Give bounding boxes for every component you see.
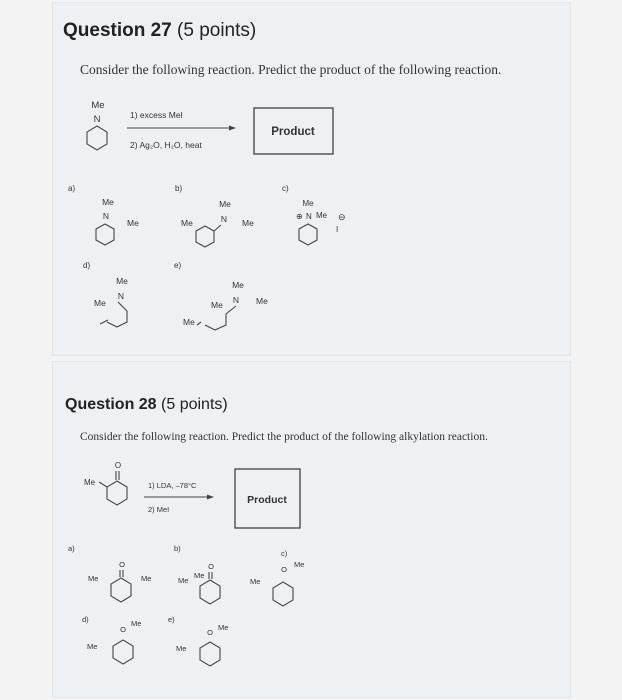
- svg-text:Me: Me: [302, 199, 314, 208]
- q28-option-a-structure: [88, 560, 151, 602]
- svg-text:Me: Me: [127, 218, 139, 228]
- q27-reaction-arrow: [127, 110, 236, 150]
- svg-text:O: O: [281, 565, 287, 574]
- svg-text:Me: Me: [211, 300, 223, 310]
- svg-text:Me: Me: [194, 571, 205, 580]
- q28-option-d-structure: [87, 619, 141, 664]
- q28-product-box: [235, 469, 300, 528]
- q27-product-label: Product: [271, 126, 315, 138]
- q27-option-b-structure: [181, 199, 254, 247]
- svg-text:Me: Me: [316, 211, 328, 220]
- svg-text:O: O: [114, 461, 122, 470]
- svg-text:Me: Me: [102, 197, 114, 207]
- svg-text:Me: Me: [88, 574, 99, 583]
- svg-text:N: N: [306, 212, 312, 221]
- svg-text:Me: Me: [294, 560, 305, 569]
- svg-text:O: O: [208, 562, 214, 571]
- svg-text:Me: Me: [183, 317, 195, 327]
- question-27-prompt: Consider the following reaction. Predict the product of the following reaction.: [80, 62, 502, 77]
- q28-reaction-arrow: [144, 481, 214, 514]
- question-27-number: Question 27: [63, 20, 172, 41]
- q27-option-c-letter: c): [282, 184, 289, 193]
- q28-option-b-structure: [178, 562, 220, 604]
- svg-text:Me: Me: [116, 276, 128, 286]
- svg-text:⊕: ⊕: [296, 212, 303, 221]
- label-n: N: [93, 114, 101, 125]
- q28-option-e-structure: [176, 623, 228, 666]
- svg-text:Me: Me: [232, 280, 244, 290]
- svg-text:Me: Me: [178, 576, 189, 585]
- question-28-number: Question 28: [65, 396, 157, 413]
- q28-reagent-2: 2) MeI: [148, 505, 170, 514]
- question-27-points: (5 points): [171, 20, 257, 41]
- svg-text:Me: Me: [131, 619, 142, 628]
- q27-option-e-letter: e): [174, 261, 182, 270]
- svg-text:⊖: ⊖: [338, 212, 346, 222]
- q28-product-label: Product: [247, 494, 287, 506]
- svg-text:N: N: [117, 291, 125, 301]
- q27-option-a-letter: a): [68, 184, 76, 193]
- svg-text:Me: Me: [181, 218, 193, 228]
- piperidine-ring: [87, 126, 107, 150]
- q27-option-c-structure: [296, 199, 346, 245]
- q28-option-b-letter: b): [174, 544, 181, 553]
- q27-starting-material: [87, 100, 107, 150]
- svg-text:I: I: [336, 225, 339, 234]
- svg-text:Me: Me: [141, 574, 152, 583]
- q27-option-a-structure: [96, 197, 139, 245]
- svg-text:O: O: [120, 625, 126, 634]
- q28-option-c-letter: c): [281, 549, 288, 558]
- svg-text:N: N: [102, 211, 110, 221]
- q28-option-a-letter: a): [68, 544, 75, 553]
- q27-option-d-structure: [94, 276, 128, 327]
- q27-reagent-1: 1) excess MeI: [130, 110, 183, 120]
- q27-product-box: [254, 108, 333, 154]
- question-28-points: (5 points): [156, 396, 228, 413]
- q28-starting-material: [84, 461, 127, 505]
- svg-text:Me: Me: [250, 577, 261, 586]
- q28-option-d-letter: d): [82, 615, 89, 624]
- svg-text:Me: Me: [218, 623, 229, 632]
- svg-text:N: N: [220, 214, 228, 224]
- svg-text:N: N: [232, 295, 240, 305]
- svg-text:Me: Me: [219, 199, 231, 209]
- q28-reagent-1: 1) LDA, –78°C: [148, 481, 197, 490]
- svg-text:O: O: [119, 560, 125, 569]
- svg-text:Me: Me: [87, 642, 98, 651]
- q27-option-d-letter: d): [83, 261, 91, 270]
- label-me: Me: [91, 100, 105, 111]
- svg-text:O: O: [207, 628, 213, 637]
- question-28-prompt: Consider the following reaction. Predict the product of the following alkylation reaction.: [80, 431, 488, 443]
- q27-option-b-letter: b): [175, 184, 183, 193]
- q28-option-e-letter: e): [168, 615, 175, 624]
- svg-text:Me: Me: [256, 296, 268, 306]
- svg-text:Me: Me: [242, 218, 254, 228]
- q28-option-c-structure: [250, 560, 304, 606]
- svg-text:Me: Me: [176, 644, 187, 653]
- svg-text:Me: Me: [84, 478, 96, 487]
- q27-reagent-2: 2) Ag₂O, H₂O, heat: [130, 140, 202, 150]
- q27-option-e-structure: [183, 280, 268, 330]
- svg-text:Me: Me: [94, 298, 106, 308]
